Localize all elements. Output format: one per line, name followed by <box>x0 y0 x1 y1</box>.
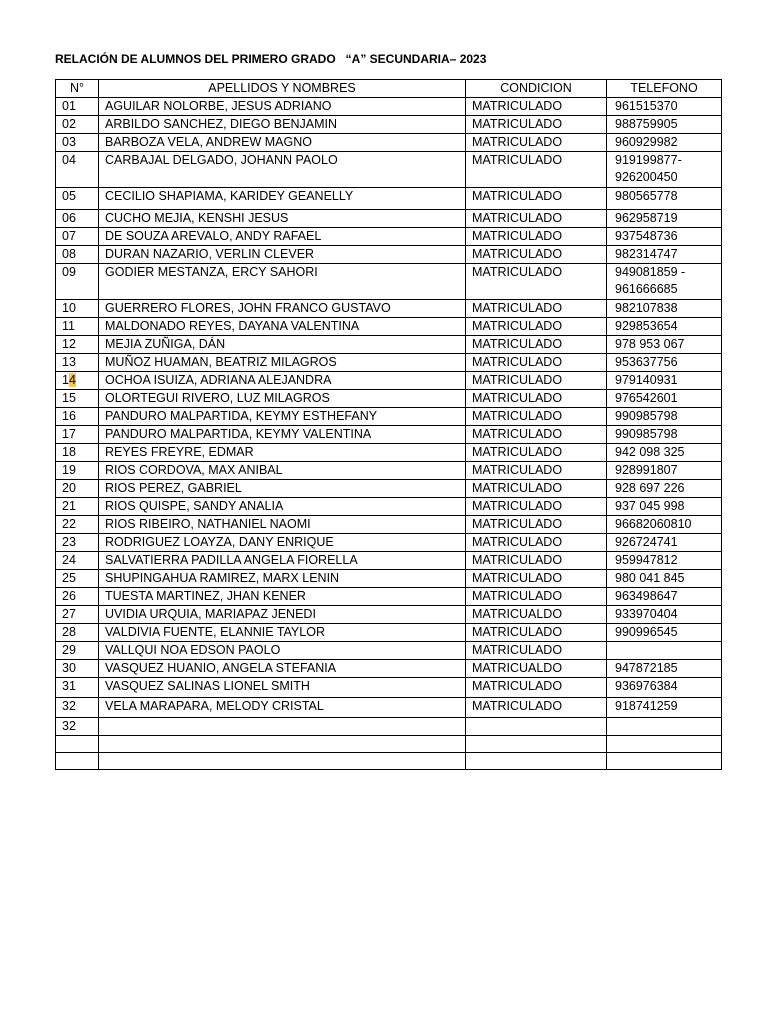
enrollment-condition: MATRICULADO <box>466 188 607 210</box>
enrollment-condition: MATRICULADO <box>466 516 607 534</box>
row-number: 26 <box>56 588 99 606</box>
phone-number <box>607 642 722 660</box>
enrollment-condition: MATRICULADO <box>466 390 607 408</box>
enrollment-condition: MATRICULADO <box>466 116 607 134</box>
student-name: RIOS RIBEIRO, NATHANIEL NAOMI <box>99 516 466 534</box>
student-name: DURAN NAZARIO, VERLIN CLEVER <box>99 246 466 264</box>
phone-number: 929853654 <box>607 318 722 336</box>
student-name: MEJIA ZUÑIGA, DÁN <box>99 336 466 354</box>
table-row <box>56 426 722 444</box>
row-number: 01 <box>56 98 99 116</box>
student-name: OLORTEGUI RIVERO, LUZ MILAGROS <box>99 390 466 408</box>
enrollment-condition: MATRICULADO <box>466 462 607 480</box>
table-row <box>56 354 722 372</box>
student-name: SALVATIERRA PADILLA ANGELA FIORELLA <box>99 552 466 570</box>
student-name <box>99 718 466 736</box>
row-number: 24 <box>56 552 99 570</box>
row-number: 06 <box>56 210 99 228</box>
row-number: 27 <box>56 606 99 624</box>
row-number-text: 14 <box>62 373 76 387</box>
enrollment-condition: MATRICULADO <box>466 336 607 354</box>
phone-number: 990985798 <box>607 408 722 426</box>
phone-number: 978 953 067 <box>607 336 722 354</box>
table-row <box>56 718 722 736</box>
student-name: ARBILDO SANCHEZ, DIEGO BENJAMIN <box>99 116 466 134</box>
row-number: 25 <box>56 570 99 588</box>
table-row <box>56 188 722 210</box>
phone-number: 988759905 <box>607 116 722 134</box>
table-row <box>56 300 722 318</box>
row-number: 02 <box>56 116 99 134</box>
document-title: RELACIÓN DE ALUMNOS DEL PRIMERO GRADO “A” SECUNDARIA– 2023 <box>55 52 487 66</box>
student-name: REYES FREYRE, EDMAR <box>99 444 466 462</box>
table-row <box>56 98 722 116</box>
table-header-row <box>56 80 722 98</box>
table-row <box>56 152 722 188</box>
highlight-mark: 4 <box>68 373 76 387</box>
phone-number <box>607 736 722 753</box>
student-name: VASQUEZ SALINAS LIONEL SMITH <box>99 678 466 698</box>
table-row <box>56 678 722 698</box>
table-row <box>56 246 722 264</box>
enrollment-condition <box>466 753 607 770</box>
enrollment-condition: MATRICULADO <box>466 624 607 642</box>
enrollment-condition: MATRICULADO <box>466 408 607 426</box>
student-name: TUESTA MARTINEZ, JHAN KENER <box>99 588 466 606</box>
row-number: 16 <box>56 408 99 426</box>
phone-number: 928 697 226 <box>607 480 722 498</box>
enrollment-condition: MATRICULADO <box>466 534 607 552</box>
student-name: RIOS PEREZ, GABRIEL <box>99 480 466 498</box>
student-name: MUÑOZ HUAMAN, BEATRIZ MILAGROS <box>99 354 466 372</box>
enrollment-condition: MATRICULADO <box>466 354 607 372</box>
enrollment-condition: MATRICULADO <box>466 318 607 336</box>
row-number <box>56 372 99 390</box>
phone-number: 962958719 <box>607 210 722 228</box>
student-name: GODIER MESTANZA, ERCY SAHORI <box>99 264 466 300</box>
enrollment-condition: MATRICULADO <box>466 498 607 516</box>
student-name: GUERRERO FLORES, JOHN FRANCO GUSTAVO <box>99 300 466 318</box>
student-name <box>99 736 466 753</box>
row-number: 32 <box>56 718 99 736</box>
enrollment-condition: MATRICULADO <box>466 210 607 228</box>
table-row <box>56 660 722 678</box>
header-name: APELLIDOS Y NOMBRES <box>99 80 466 98</box>
student-name: PANDURO MALPARTIDA, KEYMY VALENTINA <box>99 426 466 444</box>
phone-number: 963498647 <box>607 588 722 606</box>
table-row <box>56 588 722 606</box>
phone-number: 937548736 <box>607 228 722 246</box>
enrollment-condition: MATRICULADO <box>466 570 607 588</box>
phone-number: 937 045 998 <box>607 498 722 516</box>
table-row <box>56 390 722 408</box>
student-name: DE SOUZA AREVALO, ANDY RAFAEL <box>99 228 466 246</box>
table-row <box>56 753 722 770</box>
enrollment-condition: MATRICUALDO <box>466 606 607 624</box>
row-number: 08 <box>56 246 99 264</box>
table-row <box>56 336 722 354</box>
table-body <box>56 98 722 770</box>
row-number: 12 <box>56 336 99 354</box>
table-row <box>56 698 722 718</box>
row-number: 20 <box>56 480 99 498</box>
student-name: CARBAJAL DELGADO, JOHANN PAOLO <box>99 152 466 188</box>
phone-number: 919199877- 926200450 <box>607 152 722 188</box>
table-row <box>56 534 722 552</box>
enrollment-condition: MATRICULADO <box>466 246 607 264</box>
enrollment-condition: MATRICULADO <box>466 698 607 718</box>
enrollment-condition: MATRICULADO <box>466 134 607 152</box>
student-roster-table <box>55 79 722 770</box>
student-name: CUCHO MEJIA, KENSHI JESUS <box>99 210 466 228</box>
phone-number: 947872185 <box>607 660 722 678</box>
student-name: MALDONADO REYES, DAYANA VALENTINA <box>99 318 466 336</box>
student-name: CECILIO SHAPIAMA, KARIDEY GEANELLY <box>99 188 466 210</box>
enrollment-condition: MATRICULADO <box>466 372 607 390</box>
student-name: RODRIGUEZ LOAYZA, DANY ENRIQUE <box>99 534 466 552</box>
phone-number: 942 098 325 <box>607 444 722 462</box>
table-row <box>56 318 722 336</box>
table-row <box>56 480 722 498</box>
phone-number: 980 041 845 <box>607 570 722 588</box>
phone-number: 96682060810 <box>607 516 722 534</box>
table-row <box>56 516 722 534</box>
enrollment-condition: MATRICULADO <box>466 444 607 462</box>
student-name: BARBOZA VELA, ANDREW MAGNO <box>99 134 466 152</box>
phone-number: 918741259 <box>607 698 722 718</box>
student-name: VASQUEZ HUANIO, ANGELA STEFANIA <box>99 660 466 678</box>
student-name: UVIDIA URQUIA, MARIAPAZ JENEDI <box>99 606 466 624</box>
phone-number: 960929982 <box>607 134 722 152</box>
phone-number: 926724741 <box>607 534 722 552</box>
row-number: 30 <box>56 660 99 678</box>
student-name: RIOS CORDOVA, MAX ANIBAL <box>99 462 466 480</box>
enrollment-condition: MATRICULADO <box>466 98 607 116</box>
student-name: VELA MARAPARA, MELODY CRISTAL <box>99 698 466 718</box>
row-number: 17 <box>56 426 99 444</box>
row-number: 22 <box>56 516 99 534</box>
row-number: 19 <box>56 462 99 480</box>
row-number: 18 <box>56 444 99 462</box>
row-number <box>56 736 99 753</box>
header-phone: TELEFONO <box>607 80 722 98</box>
table-row <box>56 736 722 753</box>
row-number: 13 <box>56 354 99 372</box>
row-number: 07 <box>56 228 99 246</box>
table-row <box>56 444 722 462</box>
phone-number: 982107838 <box>607 300 722 318</box>
header-number: N° <box>56 80 99 98</box>
student-name: VALDIVIA FUENTE, ELANNIE TAYLOR <box>99 624 466 642</box>
table-row <box>56 210 722 228</box>
row-number: 10 <box>56 300 99 318</box>
phone-number: 976542601 <box>607 390 722 408</box>
phone-number: 980565778 <box>607 188 722 210</box>
enrollment-condition: MATRICULADO <box>466 264 607 300</box>
row-number: 03 <box>56 134 99 152</box>
table-row <box>56 624 722 642</box>
enrollment-condition <box>466 718 607 736</box>
phone-number: 936976384 <box>607 678 722 698</box>
enrollment-condition <box>466 736 607 753</box>
row-number: 23 <box>56 534 99 552</box>
row-number: 28 <box>56 624 99 642</box>
phone-number: 933970404 <box>607 606 722 624</box>
table-row <box>56 606 722 624</box>
table-row <box>56 552 722 570</box>
enrollment-condition: MATRICULADO <box>466 300 607 318</box>
phone-number: 949081859 - 961666685 <box>607 264 722 300</box>
enrollment-condition: MATRICULADO <box>466 426 607 444</box>
phone-number: 990985798 <box>607 426 722 444</box>
phone-number: 928991807 <box>607 462 722 480</box>
phone-number: 953637756 <box>607 354 722 372</box>
table-row <box>56 372 722 390</box>
row-number: 11 <box>56 318 99 336</box>
header-condition: CONDICION <box>466 80 607 98</box>
phone-number: 990996545 <box>607 624 722 642</box>
enrollment-condition: MATRICULADO <box>466 678 607 698</box>
phone-number: 961515370 <box>607 98 722 116</box>
enrollment-condition: MATRICULADO <box>466 642 607 660</box>
enrollment-condition: MATRICULADO <box>466 480 607 498</box>
enrollment-condition: MATRICULADO <box>466 228 607 246</box>
row-number: 21 <box>56 498 99 516</box>
table-row <box>56 408 722 426</box>
table-row <box>56 116 722 134</box>
phone-number: 979140931 <box>607 372 722 390</box>
table-row <box>56 264 722 300</box>
student-name: PANDURO MALPARTIDA, KEYMY ESTHEFANY <box>99 408 466 426</box>
row-number: 09 <box>56 264 99 300</box>
phone-number <box>607 718 722 736</box>
enrollment-condition: MATRICUALDO <box>466 660 607 678</box>
row-number: 31 <box>56 678 99 698</box>
student-name <box>99 753 466 770</box>
phone-number: 982314747 <box>607 246 722 264</box>
enrollment-condition: MATRICULADO <box>466 152 607 188</box>
table-row <box>56 642 722 660</box>
student-name: RIOS QUISPE, SANDY ANALIA <box>99 498 466 516</box>
row-number: 15 <box>56 390 99 408</box>
student-name: OCHOA ISUIZA, ADRIANA ALEJANDRA <box>99 372 466 390</box>
row-number <box>56 753 99 770</box>
student-name: SHUPINGAHUA RAMIREZ, MARX LENIN <box>99 570 466 588</box>
table-row <box>56 462 722 480</box>
phone-number: 959947812 <box>607 552 722 570</box>
row-number: 32 <box>56 698 99 718</box>
enrollment-condition: MATRICULADO <box>466 552 607 570</box>
row-number: 04 <box>56 152 99 188</box>
table-row <box>56 134 722 152</box>
student-name: VALLQUI NOA EDSON PAOLO <box>99 642 466 660</box>
table-row <box>56 570 722 588</box>
row-number: 29 <box>56 642 99 660</box>
student-name: AGUILAR NOLORBE, JESUS ADRIANO <box>99 98 466 116</box>
phone-number <box>607 753 722 770</box>
table-row <box>56 498 722 516</box>
table-row <box>56 228 722 246</box>
row-number: 05 <box>56 188 99 210</box>
enrollment-condition: MATRICULADO <box>466 588 607 606</box>
